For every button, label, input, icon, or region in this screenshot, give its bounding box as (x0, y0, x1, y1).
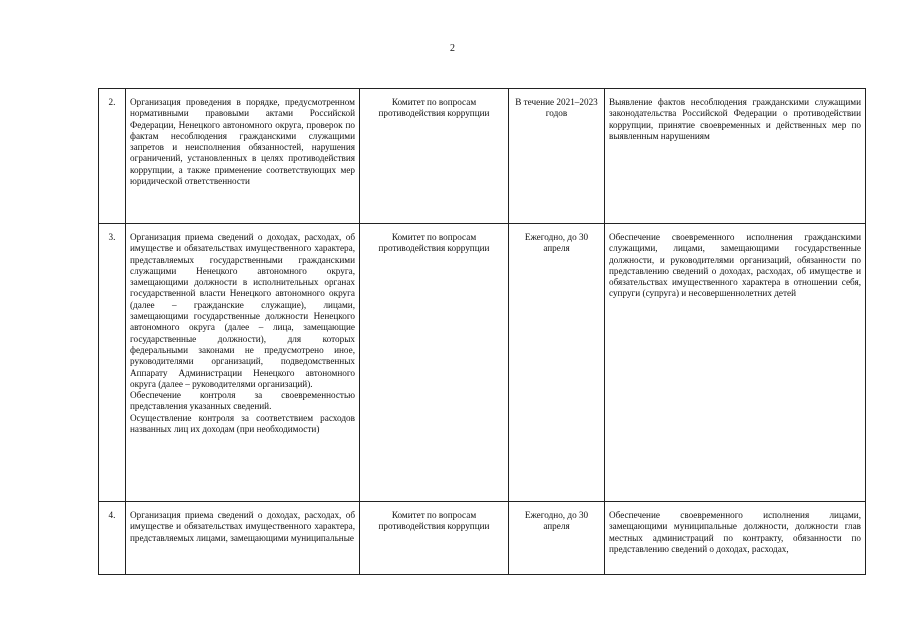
action-cell: Организация проведения в порядке, предусмотренном нормативными правовыми актами Российской Федерации, Ненецкого автономного округа, проверок по фактам несоблюдения гражданскими служащими запретов и неисполнения обязанностей, нарушения ограничений, установленных в целях противодействия коррупции, а также применение соответствующих мер юридической ответственности (126, 89, 360, 224)
table-row (99, 224, 866, 502)
table-row (99, 502, 866, 575)
action-cell (126, 224, 360, 502)
page-number: 2 (450, 43, 455, 54)
row-number: 3. (99, 224, 126, 502)
table-row (99, 89, 866, 224)
anticorruption-plan-table (98, 88, 866, 575)
term-cell: В течение 2021–2023 годов (509, 89, 605, 224)
row-number: 4. (99, 502, 126, 575)
action-paragraph: Осуществление контроля за соответствием расходов названных лиц их доходам (при необходимости) (130, 412, 355, 435)
executor-cell: Комитет по вопросам противодействия коррупции (360, 502, 509, 575)
action-paragraph: Организация приема сведений о доходах, расходах, об имуществе и обязательствах имущественного характера, представляемых государственными гражданскими служащими Ненецкого автономного округа, замещающими должности в исполнительных органах государственной власти Ненецкого автономного округа (далее – гражданские служащие), лицами, замещающими государственные должности Ненецкого автономного округа (далее – лица, замещающие государственные должности), для которых федеральными законами не предусмотрено иное, руководителями организаций, подведомственных Аппарату Администрации Ненецкого автономного округа (далее – руководителями организаций). (130, 232, 355, 389)
action-cell: Организация приема сведений о доходах, расходах, об имуществе и обязательствах имущественного характера, представляемых лицами, замещающими муниципальные (126, 502, 360, 575)
row-number: 2. (99, 89, 126, 224)
result-cell: Обеспечение своевременного исполнения лицами, замещающими муниципальные должности, должности глав местных администраций по контракту, обязанности по представлению сведений о доходах, расходах, (605, 502, 866, 575)
term-cell: Ежегодно, до 30 апреля (509, 224, 605, 502)
executor-cell: Комитет по вопросам противодействия коррупции (360, 224, 509, 502)
action-paragraph: Обеспечение контроля за своевременностью представления указанных сведений. (130, 390, 355, 412)
executor-cell: Комитет по вопросам противодействия коррупции (360, 89, 509, 224)
result-cell: Обеспечение своевременного исполнения гражданскими служащими, лицами, замещающими государственные должности, и руководителями организаций, обязанности по представлению сведений о доходах, расходах, об имуществе и обязательствах имущественного характера в отношении себя, супруги (супруга) и несовершеннолетних детей (605, 224, 866, 502)
term-cell: Ежегодно, до 30 апреля (509, 502, 605, 575)
result-cell: Выявление фактов несоблюдения гражданскими служащими законодательства Российской Федерации о противодействии коррупции, принятие своевременных и действенных мер по выявленным нарушениям (605, 89, 866, 224)
